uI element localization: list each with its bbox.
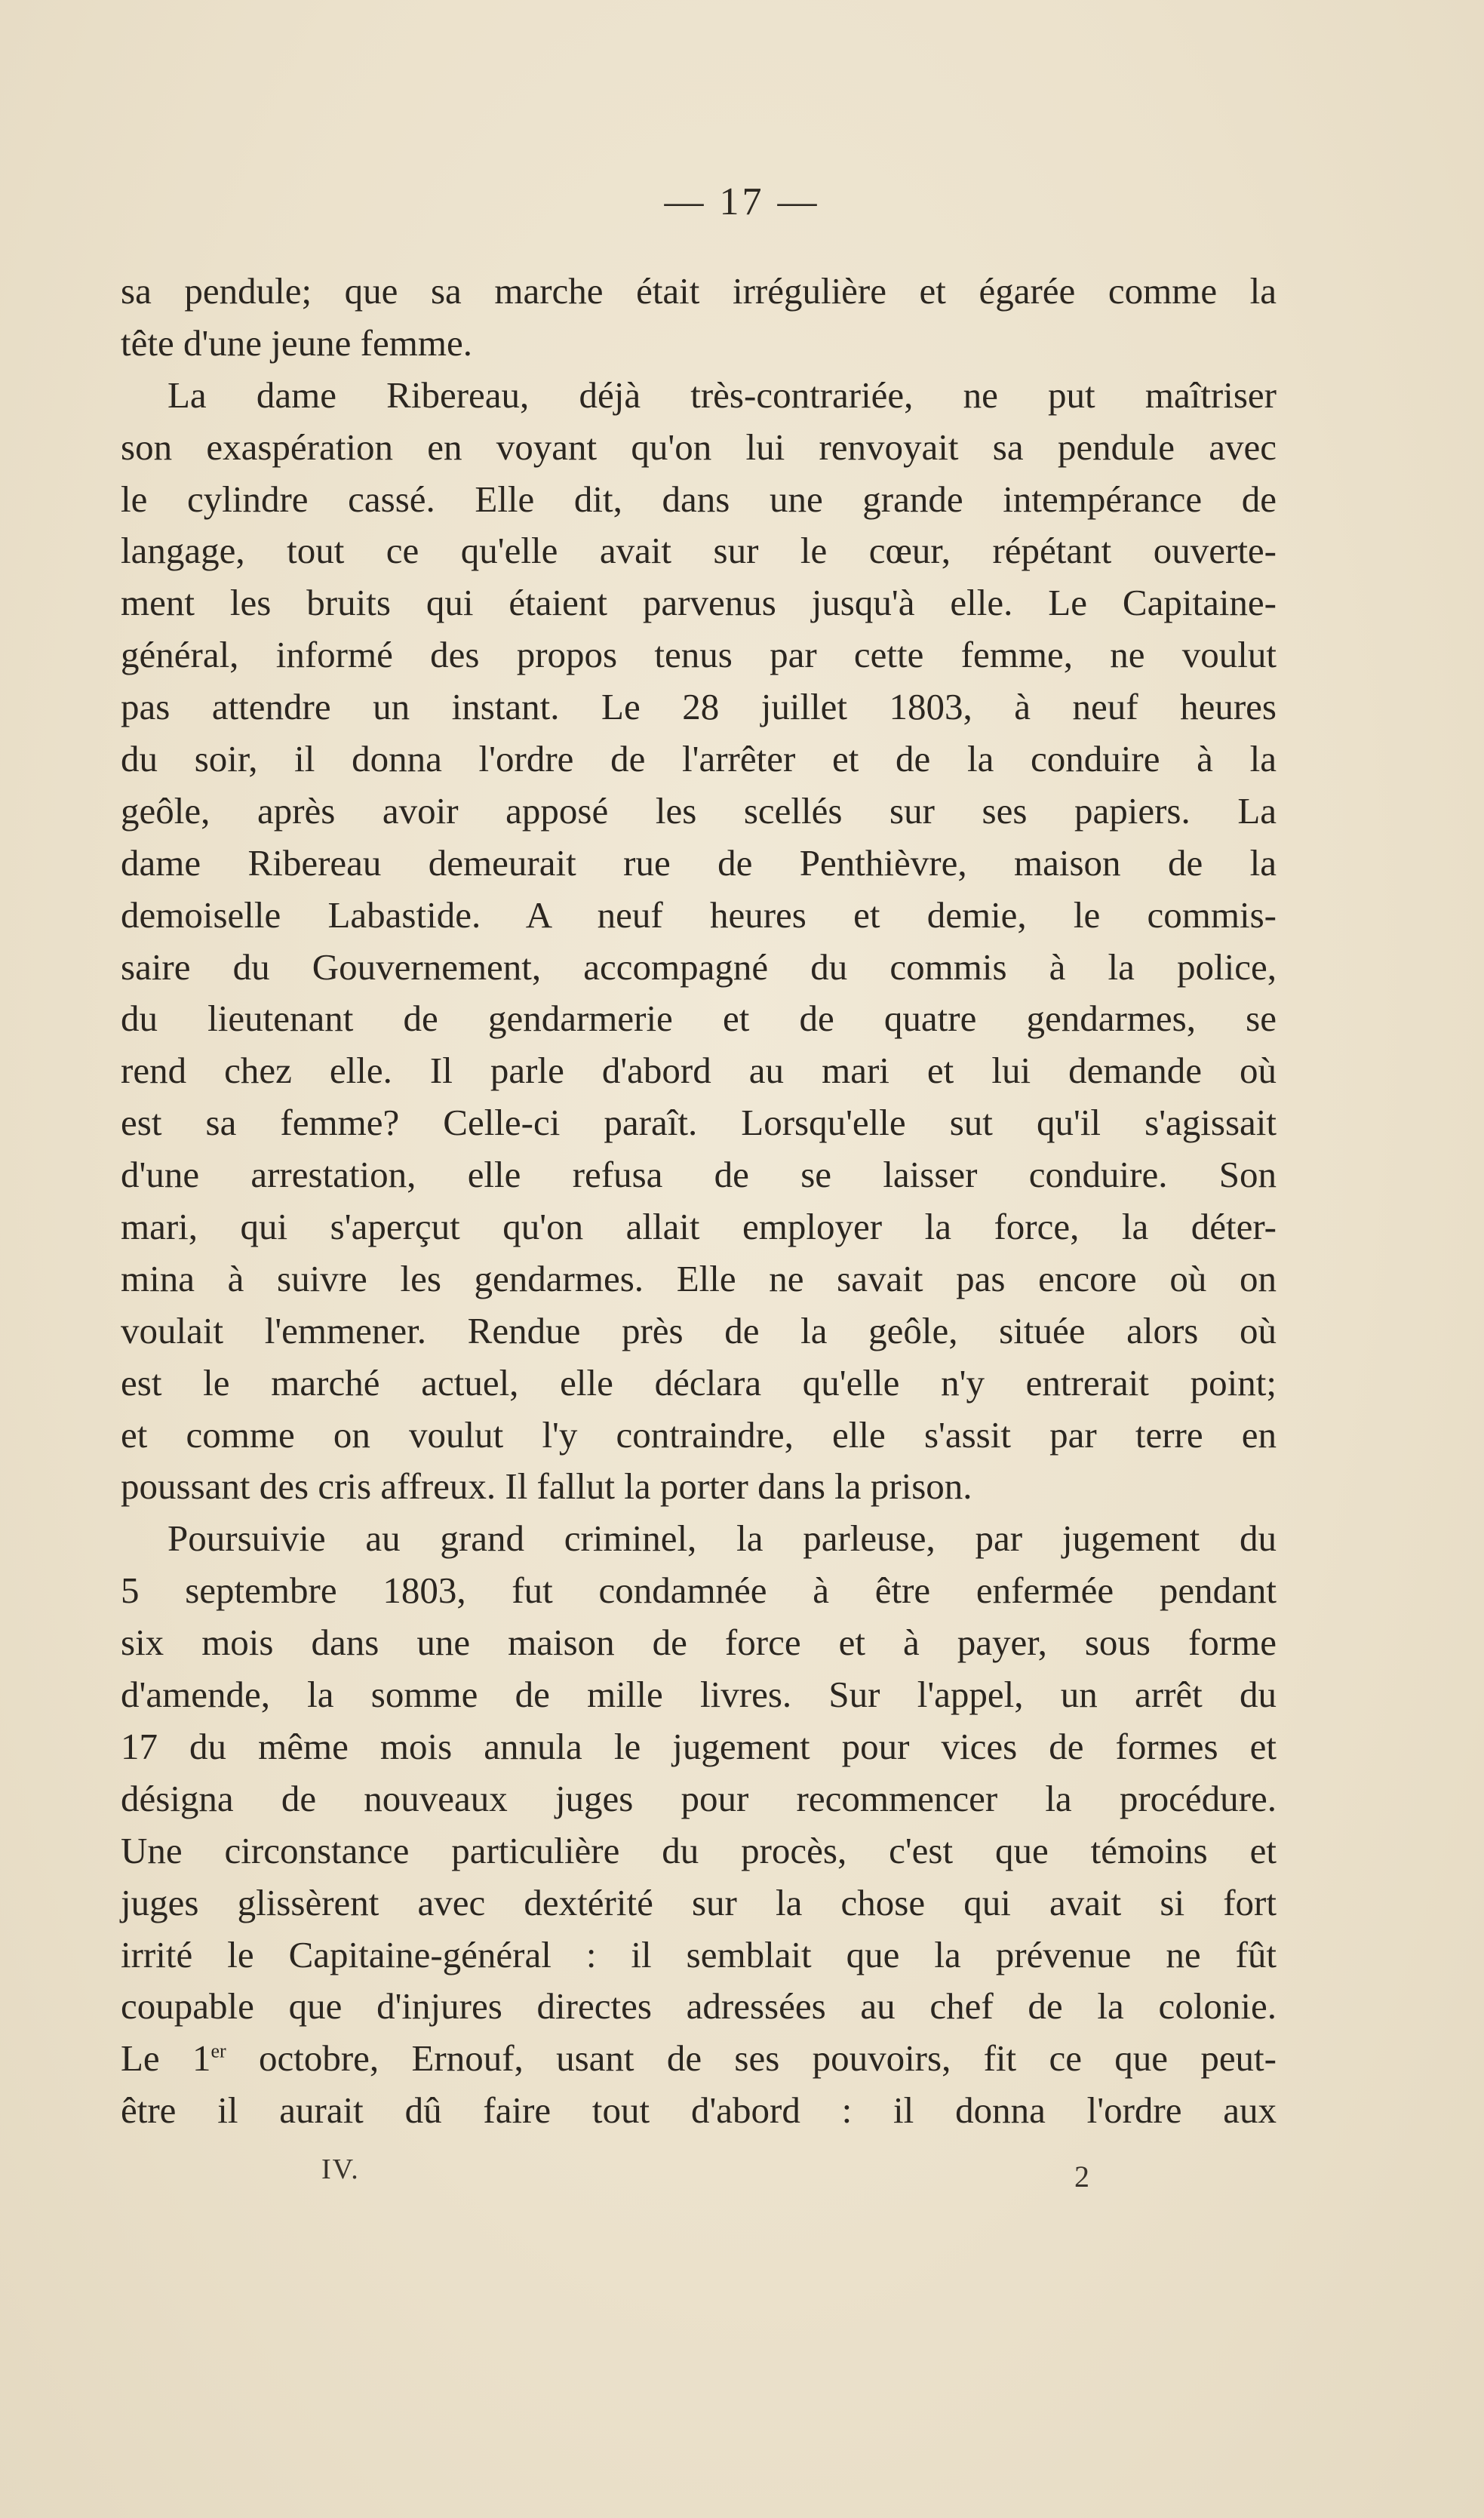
text-line-superscript [121,2033,1277,2085]
sheet-number: 2 [1074,2160,1089,2194]
text-line: son exaspération en voyant qu'on lui renvoyait sa pendule avec [121,426,1277,468]
text-line: poussant des cris affreux. Il fallut la porter dans la prison. [121,1465,972,1508]
text-line: irrité le Capitaine-général : il semblait que la prévenue ne fût [121,1933,1277,1975]
signature-mark: IV. [321,2154,360,2185]
page-footer [0,2151,1484,2196]
text-fragment: Le 1 [121,2037,211,2080]
text-line: désigna de nouveaux juges pour recommencer la procédure. [121,1777,1277,1819]
page-number: — 17 — [664,180,820,223]
text-line: est le marché actuel, elle déclara qu'elle n'y entrerait point; [121,1361,1277,1404]
text-line: voulait l'emmener. Rendue près de la geôle, située alors où [121,1309,1277,1351]
text-line: pas attendre un instant. Le 28 juillet 1803, à neuf heures [121,686,1277,728]
text-line: général, informé des propos tenus par cette femme, ne voulut [121,634,1277,676]
text-line: langage, tout ce qu'elle avait sur le cœur, répétant ouverte- [121,530,1277,572]
text-line: être il aurait dû faire tout d'abord : il donna l'ordre aux [121,2089,1277,2132]
text-line: du lieutenant de gendarmerie et de quatre gendarmes, se [121,998,1277,1040]
text-line: le cylindre cassé. Elle dit, dans une grande intempérance de [121,478,1277,520]
text-line: coupable que d'injures directes adressées au chef de la colonie. [121,1985,1277,2028]
text-line: Poursuivie au grand criminel, la parleuse, par jugement du [167,1517,1277,1560]
text-line: La dame Ribereau, déjà très-contrariée, ne put maîtriser [167,374,1277,416]
text-line: d'une arrestation, elle refusa de se laisser conduire. Son [121,1154,1277,1196]
text-line: Une circonstance particulière du procès, c'est que témoins et [121,1829,1277,1871]
text-line: et comme on voulut l'y contraindre, elle s'assit par terre en [121,1413,1277,1456]
text-line: mina à suivre les gendarmes. Elle ne savait pas encore où on [121,1257,1277,1299]
superscript-ordinal: er [210,2040,226,2062]
text-line: 5 septembre 1803, fut condamnée à être enfermée pendant [121,1570,1277,1612]
text-line: geôle, après avoir apposé les scellés sur ses papiers. La [121,789,1277,832]
text-line: dame Ribereau demeurait rue de Penthièvre, maison de la [121,841,1277,884]
text-line: est sa femme? Celle-ci paraît. Lorsqu'elle sut qu'il s'agissait [121,1102,1277,1144]
text-line: juges glissèrent avec dextérité sur la chose qui avait si fort [121,1881,1277,1923]
text-line: demoiselle Labastide. A neuf heures et demie, le commis- [121,893,1277,936]
text-line: 17 du même mois annula le jugement pour vices de formes et [121,1725,1277,1767]
text-line: saire du Gouvernement, accompagné du commis à la police, [121,945,1277,988]
text-line: ment les bruits qui étaient parvenus jusqu'à elle. Le Capitaine- [121,582,1277,624]
text-line: sa pendule; que sa marche était irrégulière et égarée comme la [121,270,1277,312]
text-line: d'amende, la somme de mille livres. Sur l'appel, un arrêt du [121,1674,1277,1716]
text-fragment: octobre, Ernouf, usant de ses pouvoirs, fit ce que peut- [226,2037,1277,2080]
text-line: six mois dans une maison de force et à payer, sous forme [121,1622,1277,1664]
text-line: rend chez elle. Il parle d'abord au mari et lui demande où [121,1050,1277,1092]
text-line: du soir, il donna l'ordre de l'arrêter et de la conduire à la [121,738,1277,780]
text-line: mari, qui s'aperçut qu'on allait employer la force, la déter- [121,1206,1277,1248]
text-line: tête d'une jeune femme. [121,321,472,364]
body-text [121,266,1277,2137]
